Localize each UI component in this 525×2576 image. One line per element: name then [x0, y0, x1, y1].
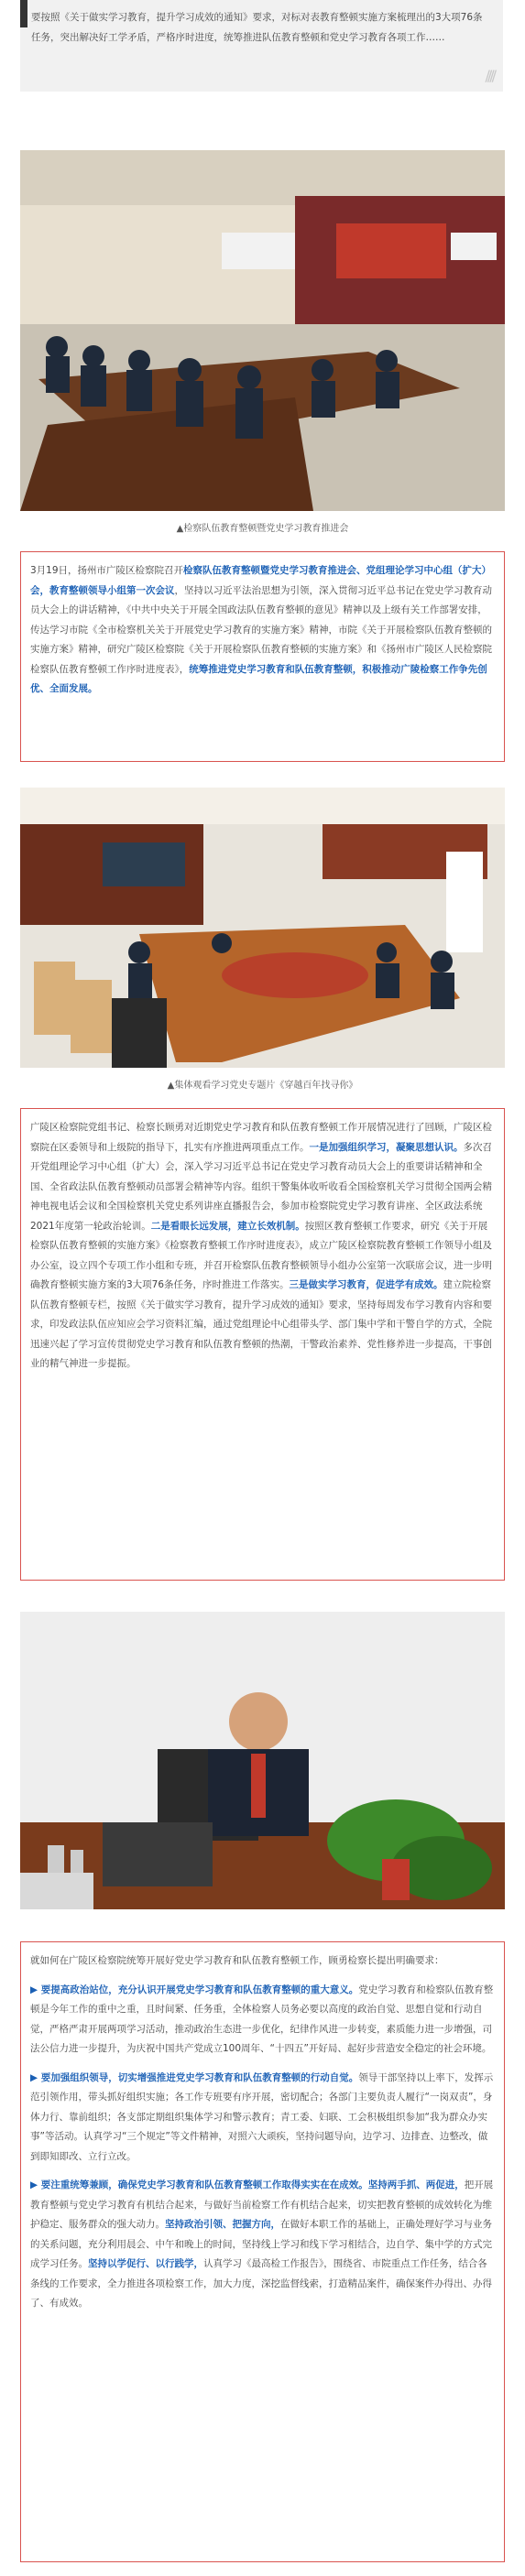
speaker-illustration — [20, 1612, 505, 1909]
photo-caption-1: ▲检察队伍教育整顿暨党史学习教育推进会 — [176, 524, 349, 534]
box1-highlight-1: 检察队伍教育整顿暨党史学习教育推进会、党组理论学习中心组（扩大）会，教育整顿领导小组第一次会议 — [30, 565, 492, 596]
paragraph-box-2 — [20, 1108, 505, 1581]
box3-section-3-body-c: 认真学习《最高检工作报告》，围绕省、市院重点工作任务，结合各条线的工作要求，全力推进各项检察工作，加大力度，深挖监督线索，打造精品案件，确保案件办得出、办得了、有成效。 — [30, 2258, 492, 2309]
box3-section-2-title: ▶ 要加强组织领导，切实增强推进党史学习教育和队伍教育整顿的行动自觉。 — [30, 2071, 359, 2083]
box3-section-1 — [30, 1981, 495, 2060]
photo-caption-2: ▲集体观看学习党史专题片《穿越百年找寻你》 — [167, 1081, 358, 1091]
box3-section-3-highlight-1: 坚持两手抓、两促进， — [367, 2179, 465, 2190]
box3-section-3-title: ▶ 要注重统筹兼顾，确保党史学习教育和队伍教育整顿工作取得实实在在成效。 — [30, 2179, 368, 2190]
photo-meeting-room — [20, 150, 505, 511]
box3-lead: 就如何在广陵区检察院统筹开展好党史学习教育和队伍教育整顿工作，顾勇检察长提出明确要求： — [30, 1955, 444, 1966]
box3-section-3 — [30, 2176, 495, 2314]
box3-section-1-title: ▶ 要提高政治站位，充分认识开展党史学习教育和队伍教育整顿的重大意义。 — [30, 1984, 359, 1995]
box3-section-3-body-a: 把开展教育整顿与党史学习教育有机结合起来，与做好当前检察工作有机结合起来，切实把教育整顿的成效转化为维护稳定、服务群众的强大动力。 — [30, 2179, 494, 2230]
intro-accent-bar — [20, 0, 27, 27]
photo-conference-table — [20, 788, 505, 1068]
box2-highlight-2: 二是看眼长远发展，建立长效机制。 — [150, 1220, 305, 1232]
box1-text-mid: ，坚持以习近平法治思想为引领，深入贯彻习近平总书记在党史学习教育动员大会上的讲话精神，《中共中央关于开展全国政法队伍教育整顿的意见》精神以及上级有关工作部署安排，传达学习市院《全市检察机关关于开展党史学习教育的实施方案》精神，市院《关于开展检察队伍教育整顿的实施方案》精神，研究广陵区检察院《关于开展检察队伍教育整顿的实施方案》和《扬州市广陵区人民检察院检察队伍教育整顿工作序时进度表》， — [30, 584, 492, 675]
photo-speaker — [20, 1612, 505, 1909]
intro-text: 要按照《关于做实学习教育，提升学习成效的通知》要求，对标对表教育整顿实施方案梳理出的3大项76条任务，突出解决好工学矛盾，严格序时进度，统筹推进队伍教育整顿和党史学习教育各项工作…… — [31, 12, 483, 43]
paragraph-box-1 — [20, 551, 505, 762]
box2-text-p2: 多次召开党组理论学习中心组（扩大）会，深入学习习近平总书记在党史学习教育动员大会上的重要讲话精神和全国、全省政法队伍教育整顿动员部署会精神等内容。组织干警集体收听收看全国检察机关学习贯彻全国两会精神电视电话会议和全国检察机关党史系列讲座直播报告会，参加市检察院党史学习教育讲座、全区政法系统2021年度第一轮政治轮训。 — [30, 1141, 492, 1232]
box2-text-p4: 建立院检察队伍教育整顿专栏，按照《关于做实学习教育，提升学习成效的通知》要求，坚持每周发布学习教育内容和要求，印发政法队伍应知应会学习资料汇编，通过党组理论中心组带头学、部门集中学和干警自学的方式，全院迅速兴起了学习宣传贯彻党史学习教育和队伍教育整顿的热潮，干警政治素养、党性修养进一步提高，干事创业的精气神进一步提振。 — [30, 1279, 492, 1369]
box3-section-2 — [30, 2069, 495, 2168]
slash-decoration-icon: //// — [485, 67, 494, 84]
box1-highlight-2: 统筹推进党史学习教育和队伍教育整顿，积极推动广陵检察工作争先创优、全面发展。 — [30, 663, 487, 694]
box2-text-p3: 按照区教育整顿工作要求，研究《关于开展检察队伍教育整顿的实施方案》《检察教育整顿工作序时进度表》，成立广陵区检察院教育整顿工作领导小组及办公室，设立四个专项工作小组和专班，并召开检察队伍教育整顿领导小组办公室第一次联席会议，进一步明确教育整顿实施方案的3大项76条任务，序时推进工作落实。 — [30, 1220, 492, 1290]
box3-section-3-highlight-2: 坚持政治引领、把握方向， — [165, 2219, 280, 2230]
box3-section-2-body: 领导干部坚持以上率下，发挥示范引领作用，带头抓好组织实施；各工作专班要有序开展，密切配合；各部门主要负责人履行“一岗双责”，身体力行、靠前组织；各支部定期组织集体学习和警示教育；青工委、妇联、工会积极组织参加“我为群众办实事”等活动。认真学习“三个规定”等文件精神，对照六大顽疾，坚持问题导向，边学习、边排查、边整改，做到即知即改、立行立改。 — [30, 2071, 494, 2162]
box3-section-1-body: 党史学习教育和检察队伍教育整顿是今年工作的重中之重，且时间紧、任务重，全体检察人员务必要以高度的政治自觉、思想自觉和行动自觉，严格严肃开展两项学习活动，推动政治生态进一步优化，纪律作风进一步转变，素质能力进一步增强，司法公信力进一步提升，为庆祝中国共产党成立100周年、“十四五”开好局、起好步营造安全稳定的社会环境。 — [30, 1984, 494, 2054]
box2-highlight-1: 一是加强组织学习，凝聚思想认识。 — [309, 1141, 464, 1153]
box3-section-3-body-b: 在做好本职工作的基础上，正确处理好学习与业务的关系问题，充分利用晨会、中午和晚上的时间，坚持线上学习和线下学习相结合，边自学、集中学的方式完成学习任务。 — [30, 2219, 492, 2269]
box1-text-pre: 3月19日，扬州市广陵区检察院召开 — [30, 565, 184, 576]
box2-text-p1: 广陵区检察院党组书记、检察长顾勇对近期党史学习教育和队伍教育整顿工作开展情况进行了回顾，广陵区检察院在区委领导和上级院的指导下，扎实有序推进两项重点工作。 — [30, 1122, 492, 1153]
intro-note — [20, 0, 503, 92]
box2-highlight-3: 三是做实学习教育，促进学有成效。 — [289, 1279, 443, 1290]
paragraph-box-3 — [20, 1941, 505, 2562]
conference-table-illustration — [20, 788, 505, 1068]
meeting-room-illustration — [20, 150, 505, 511]
box3-section-3-highlight-3: 坚持以学促行、以行践学， — [88, 2258, 203, 2269]
